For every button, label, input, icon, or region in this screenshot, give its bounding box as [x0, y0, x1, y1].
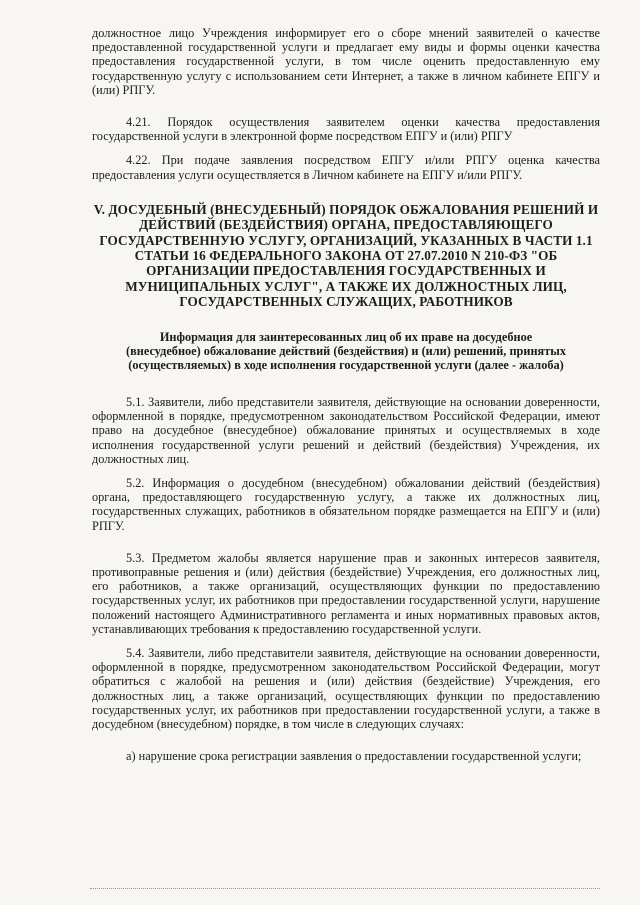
paragraph-5-1: 5.1. Заявители, либо представители заявителя, действующие на основании доверенности, оформленной в порядке, предусмотренном законодательством Российской Федерации, имеют право на досудебное (внесудебное) обжалование принятых и осуществляемых в ходе исполнения государственной услуги решений и действий (бездействия) Учреждения, их должностных лиц.: [92, 394, 600, 466]
section-subheading: Информация для заинтересованных лиц об их праве на досудебное (внесудебное) обжалование действий (бездействия) и (или) решений, принятых (осуществляемых) в ходе исполнения государственной услуги (далее - жалоба): [126, 329, 566, 373]
bottom-scan-edge: [90, 888, 600, 889]
paragraph-4-22: 4.22. При подаче заявления посредством ЕПГУ и/или РПГУ оценка качества предоставления услуги осуществляется в Личном кабинете на ЕПГУ и/или РПГУ.: [92, 153, 600, 182]
list-item-a: а) нарушение срока регистрации заявления о предоставлении государственной услуги;: [126, 749, 582, 764]
paragraph-5-2: 5.2. Информация о досудебном (внесудебном) обжаловании действий (бездействия) органа, предоставляющего государственную услугу, а также их должностных лиц, государственных служащих, работников в обязательном порядке размещается на ЕПГУ и (или) РПГУ.: [92, 475, 600, 533]
intro-paragraph: должностное лицо Учреждения информирует его о сборе мнений заявителей о качестве предоставленной государственной услуги и предлагает ему виды и формы оценки качества предоставления государственной услуги, в том числе оценить предоставленную ему государственную услугу с использованием сети Интернет, а также в личном кабинете ЕПГУ и (или) РПГУ.: [92, 26, 600, 97]
paragraph-5-4: 5.4. Заявители, либо представители заявителя, действующие на основании доверенности, оформленной в порядке, предусмотренном законодательством Российской Федерации, могут обратиться с жалобой на решения и (или) действия (бездействие) Учреждения, его должностных лиц, а также организаций, осуществляющих функции по предоставлению государственных услуг, их работников при предоставлении государственной услуги, а также в досудебном (внесудебном) порядке, в том числе в следующих случаях:: [92, 645, 600, 731]
paragraph-4-21: 4.21. Порядок осуществления заявителем оценки качества предоставления государственной услуги в электронной форме посредством ЕПГУ и (или) РПГУ: [92, 115, 600, 144]
paragraph-5-3: 5.3. Предметом жалобы является нарушение прав и законных интересов заявителя, противоправные решения и (или) действия (бездействие) Учреждения, его должностных лиц, его работников, а также организаций, осуществляющих функции по предоставлению государственных услуг, их работников при предоставлении государственной услуги, нарушение положений настоящего Административного регламента и иных нормативных правовых актов, устанавливающих требования к предоставлению государственной услуги.: [92, 550, 600, 636]
section-title: V. ДОСУДЕБНЫЙ (ВНЕСУДЕБНЫЙ) ПОРЯДОК ОБЖАЛОВАНИЯ РЕШЕНИЙ И ДЕЙСТВИЙ (БЕЗДЕЙСТВИЯ) ОРГАНА, ПРЕДОСТАВЛЯЮЩЕГО ГОСУДАРСТВЕННУЮ УСЛУГУ, ОРГАНИЗАЦИЙ, УКАЗАННЫХ В ЧАСТИ 1.1 СТАТЬИ 16 ФЕДЕРАЛЬНОГО ЗАКОНА ОТ 27.07.2010 N 210-ФЗ "ОБ ОРГАНИЗАЦИИ ПРЕДОСТАВЛЕНИЯ ГОСУДАРСТВЕННЫХ И МУНИЦИПАЛЬНЫХ УСЛУГ", А ТАКЖЕ ИХ ДОЛЖНОСТНЫХ ЛИЦ, ГОСУДАРСТВЕННЫХ СЛУЖАЩИХ, РАБОТНИКОВ: [93, 201, 599, 310]
